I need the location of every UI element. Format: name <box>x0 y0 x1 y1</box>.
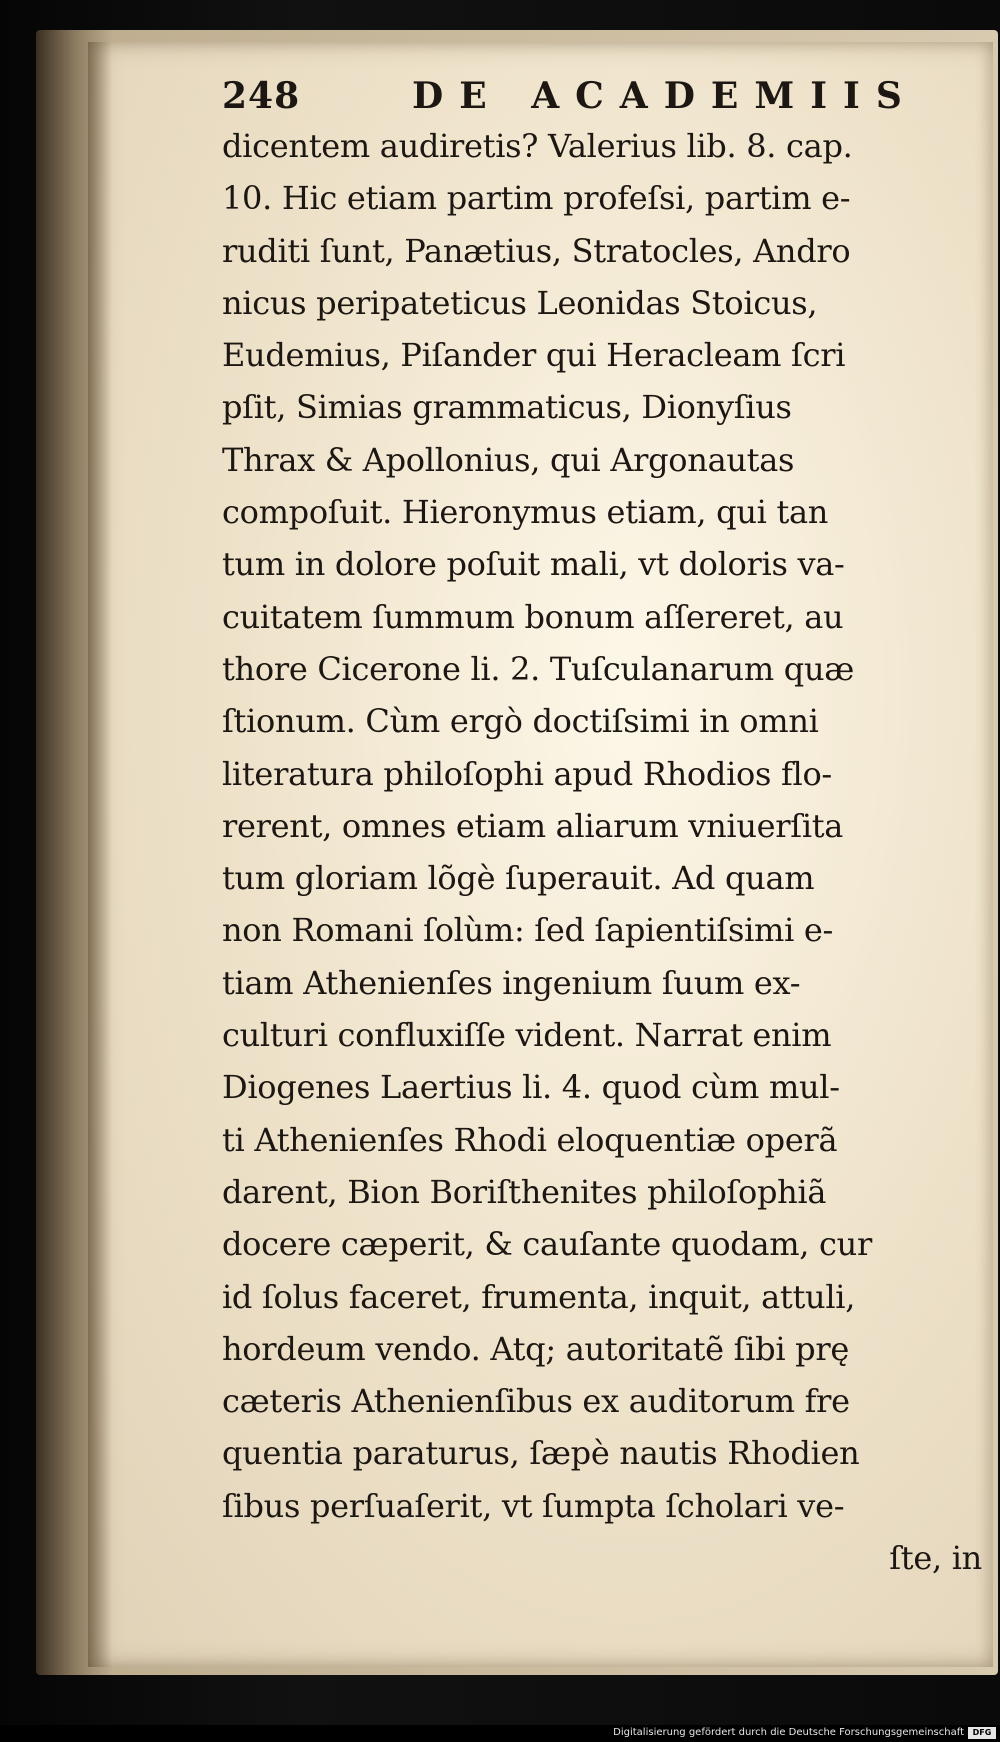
text-line: ti Athenienſes Rhodi eloquentiæ operã <box>222 1120 838 1159</box>
text-line: ruditi ſunt, Panætius, Stratocles, Andro <box>222 231 851 270</box>
text-line: darent, Bion Boriſthenites philoſophiã <box>222 1172 827 1211</box>
text-line: cæteris Athenienſibus ex auditorum fre <box>222 1382 850 1421</box>
text-line: 10. Hic etiam partim profeſsi, partim e- <box>222 179 851 218</box>
text-line: docere cæperit, & cauſante quodam, cur <box>222 1225 872 1264</box>
text-line-catchword: ſte, in <box>889 1539 982 1578</box>
page-number: 248 <box>222 75 301 117</box>
text-line: Diogenes Laertius li. 4. quod cùm mul- <box>222 1068 840 1107</box>
text-line: Eudemius, Piſander qui Heracleam ſcri <box>222 336 846 375</box>
text-line: tiam Athenienſes ingenium ſuum ex- <box>222 963 801 1002</box>
text-line: tum in dolore poſuit mali, vt doloris va- <box>222 545 845 584</box>
text-line: thore Cicerone li. 2. Tuſculanarum quæ <box>222 649 855 688</box>
text-line: quentia paraturus, ſæpè nautis Rhodien <box>222 1434 860 1473</box>
page-text <box>222 120 982 1584</box>
text-line: Thrax & Apollonius, qui Argonautas <box>222 440 795 479</box>
text-line: literatura philoſophi apud Rhodios flo- <box>222 754 832 793</box>
text-line: rerent, omnes etiam aliarum vniuerſita <box>222 806 844 845</box>
text-line: tum gloriam lõgè ſuperauit. Ad quam <box>222 859 815 898</box>
text-line: id ſolus faceret, frumenta, inquit, attuli, <box>222 1277 856 1316</box>
text-line: culturi confluxiſſe vident. Narrat enim <box>222 1016 832 1055</box>
binding-shadow <box>88 42 112 1667</box>
text-line: dicentem audiretis? Valerius lib. 8. cap. <box>222 127 853 165</box>
text-line: ſtionum. Cùm ergò doctiſsimi in omni <box>222 702 819 741</box>
text-line: cuitatem ſummum bonum aſſereret, au <box>222 597 844 636</box>
text-line: compoſuit. Hieronymus etiam, qui tan <box>222 493 829 532</box>
funding-credit: Digitalisierung gefördert durch die Deutsche Forschungsgemeinschaft <box>613 1727 964 1738</box>
text-line: hordeum vendo. Atq; autoritatẽ ſibi prę <box>222 1329 849 1368</box>
text-line: ſibus perſuaſerit, vt ſumpta ſcholari ve- <box>222 1486 845 1525</box>
text-line: nicus peripateticus Leonidas Stoicus, <box>222 283 818 322</box>
running-head: DE ACADEMIIS <box>412 75 918 117</box>
text-line: non Romani ſolùm: ſed ſapientiſsimi e- <box>222 911 834 950</box>
page-header <box>222 66 982 126</box>
dfg-logo: DFG <box>968 1727 996 1739</box>
text-line: pſit, Simias grammaticus, Dionyſius <box>222 388 792 427</box>
